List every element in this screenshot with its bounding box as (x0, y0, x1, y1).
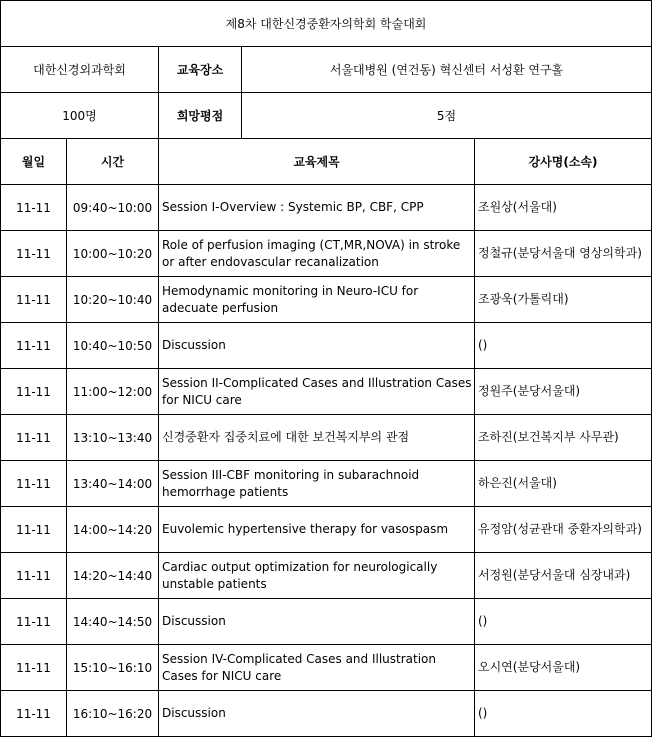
table-row (1, 415, 652, 461)
session-topic: Discussion (159, 691, 475, 737)
session-date: 11-11 (1, 185, 67, 231)
table-row (1, 553, 652, 599)
session-time: 10:40~10:50 (67, 323, 159, 369)
header-topic: 교육제목 (159, 139, 475, 185)
points-label: 희망평점 (159, 93, 242, 139)
session-date: 11-11 (1, 691, 67, 737)
session-topic: Discussion (159, 323, 475, 369)
header-speaker: 강사명(소속) (475, 139, 652, 185)
table-row (1, 231, 652, 277)
column-header-row (1, 139, 652, 185)
table-row (1, 507, 652, 553)
session-time: 10:20~10:40 (67, 277, 159, 323)
session-speaker: 오시연(분당서울대) (475, 645, 652, 691)
table-row (1, 645, 652, 691)
session-speaker: 정원주(분당서울대) (475, 369, 652, 415)
session-topic: Role of perfusion imaging (CT,MR,NOVA) in stroke or after endovascular recanalization (159, 231, 475, 277)
session-date: 11-11 (1, 645, 67, 691)
session-date: 11-11 (1, 231, 67, 277)
session-speaker: 조하진(보건복지부 사무관) (475, 415, 652, 461)
page-title: 제8차 대한신경중환자의학회 학술대회 (1, 1, 652, 47)
session-time: 13:40~14:00 (67, 461, 159, 507)
session-topic: Session IV-Complicated Cases and Illustration Cases for NICU care (159, 645, 475, 691)
table-row (1, 691, 652, 737)
organizer-cell: 대한신경외과학회 (1, 47, 159, 93)
table-row (1, 369, 652, 415)
session-date: 11-11 (1, 369, 67, 415)
session-time: 09:40~10:00 (67, 185, 159, 231)
session-date: 11-11 (1, 599, 67, 645)
session-time: 15:10~16:10 (67, 645, 159, 691)
session-topic: Cardiac output optimization for neurologically unstable patients (159, 553, 475, 599)
session-topic: Hemodynamic monitoring in Neuro-ICU for adecuate perfusion (159, 277, 475, 323)
session-topic: Euvolemic hypertensive therapy for vasospasm (159, 507, 475, 553)
session-speaker: 유정암(성균관대 중환자의학과) (475, 507, 652, 553)
session-speaker: 정철규(분당서울대 영상의학과) (475, 231, 652, 277)
session-date: 11-11 (1, 461, 67, 507)
table-row (1, 185, 652, 231)
session-time: 14:00~14:20 (67, 507, 159, 553)
session-date: 11-11 (1, 323, 67, 369)
header-time: 시간 (67, 139, 159, 185)
venue-value: 서울대병원 (연건동) 혁신센터 서성환 연구홀 (242, 47, 652, 93)
session-date: 11-11 (1, 553, 67, 599)
table-row (1, 461, 652, 507)
session-speaker: () (475, 599, 652, 645)
table-row (1, 277, 652, 323)
session-time: 10:00~10:20 (67, 231, 159, 277)
session-time: 13:10~13:40 (67, 415, 159, 461)
venue-label: 교육장소 (159, 47, 242, 93)
session-topic: Session III-CBF monitoring in subarachnoid hemorrhage patients (159, 461, 475, 507)
session-topic: Session I-Overview : Systemic BP, CBF, CPP (159, 185, 475, 231)
header-date: 월일 (1, 139, 67, 185)
session-time: 11:00~12:00 (67, 369, 159, 415)
capacity-cell: 100명 (1, 93, 159, 139)
session-speaker: 조원상(서울대) (475, 185, 652, 231)
session-speaker: 서정원(분당서울대 심장내과) (475, 553, 652, 599)
session-time: 16:10~16:20 (67, 691, 159, 737)
session-date: 11-11 (1, 415, 67, 461)
session-speaker: () (475, 323, 652, 369)
points-value: 5점 (242, 93, 652, 139)
session-time: 14:20~14:40 (67, 553, 159, 599)
session-time: 14:40~14:50 (67, 599, 159, 645)
session-topic: Discussion (159, 599, 475, 645)
session-speaker: 조광욱(가톨릭대) (475, 277, 652, 323)
session-date: 11-11 (1, 277, 67, 323)
session-topic: Session II-Complicated Cases and Illustration Cases for NICU care (159, 369, 475, 415)
table-row (1, 323, 652, 369)
session-speaker: () (475, 691, 652, 737)
session-speaker: 하은진(서울대) (475, 461, 652, 507)
session-topic: 신경중환자 집중치료에 대한 보건복지부의 관점 (159, 415, 475, 461)
session-date: 11-11 (1, 507, 67, 553)
table-row (1, 599, 652, 645)
